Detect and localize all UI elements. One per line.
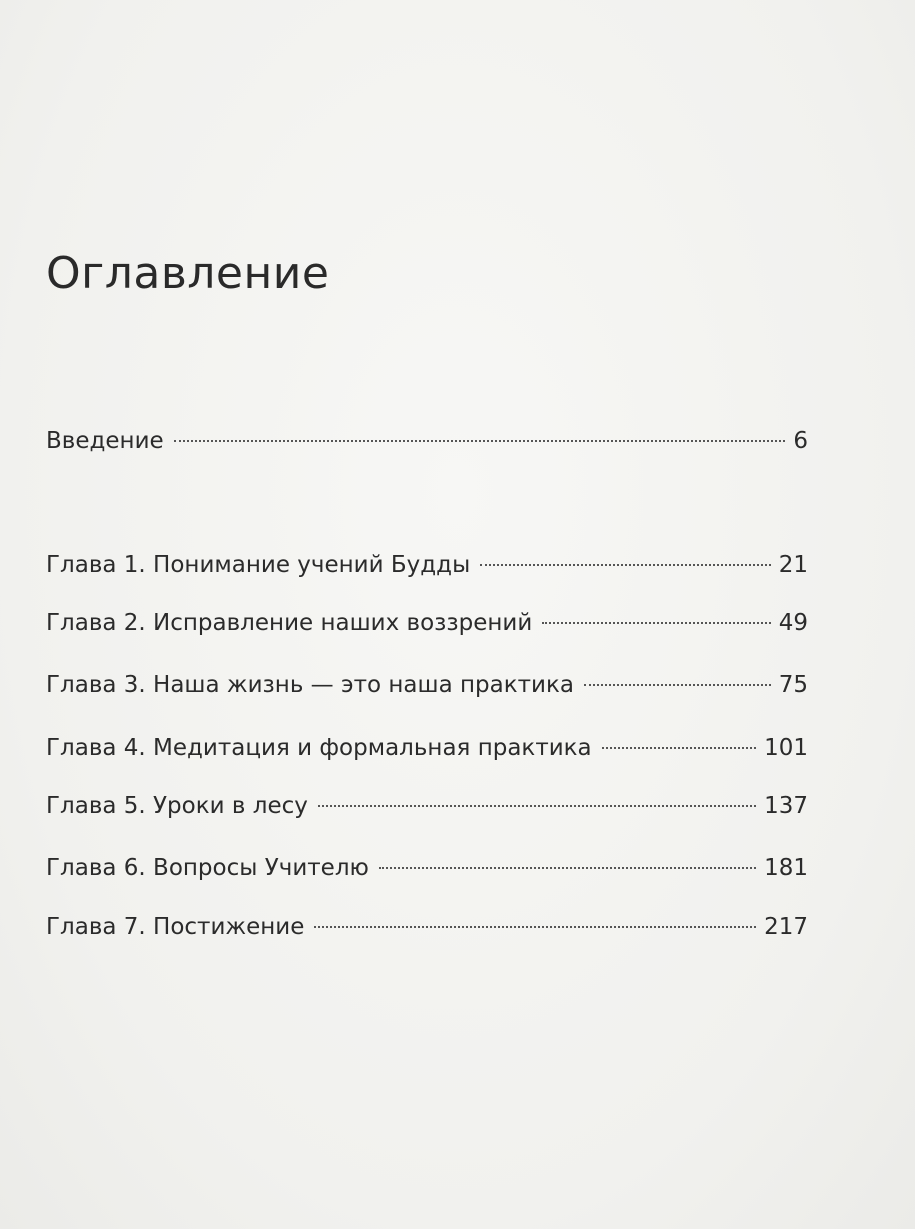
toc-entry-chapter-6[interactable] <box>46 851 808 885</box>
toc-entry-chapter-2[interactable] <box>46 606 808 640</box>
dot-leader <box>314 926 756 928</box>
toc-entry-title: Введение <box>46 428 164 454</box>
dot-leader <box>542 622 770 624</box>
toc-entry-page: 217 <box>764 914 808 940</box>
toc-entry-chapter-5[interactable] <box>46 789 808 823</box>
toc-entry-title: Глава 4. Медитация и формальная практика <box>46 735 592 761</box>
toc-entry-title: Глава 6. Вопросы Учителю <box>46 855 369 881</box>
toc-entry-title: Глава 3. Наша жизнь — это наша практика <box>46 672 574 698</box>
toc-entry-page: 75 <box>778 672 808 698</box>
dot-leader <box>379 867 756 869</box>
toc-entry-page: 21 <box>778 552 808 578</box>
toc-entry-title: Глава 1. Понимание учений Будды <box>46 552 471 578</box>
toc-entry-chapter-3[interactable] <box>46 668 808 702</box>
toc-entry-page: 49 <box>778 610 808 636</box>
toc-entry-page: 137 <box>764 793 808 819</box>
toc-entry-page: 101 <box>764 735 808 761</box>
toc-entry-introduction[interactable] <box>46 424 808 458</box>
toc-entry-chapter-4[interactable] <box>46 731 808 765</box>
toc-entry-page: 6 <box>793 428 808 454</box>
toc-entry-page: 181 <box>764 855 808 881</box>
toc-entry-title: Глава 2. Исправление наших воззрений <box>46 610 533 636</box>
toc-entry-chapter-1[interactable] <box>46 548 808 582</box>
toc-entry-title: Глава 7. Постижение <box>46 914 305 940</box>
dot-leader <box>584 684 771 686</box>
toc-entry-title: Глава 5. Уроки в лесу <box>46 793 308 819</box>
dot-leader <box>318 805 756 807</box>
toc-entry-chapter-7[interactable] <box>46 910 808 944</box>
dot-leader <box>174 440 786 442</box>
dot-leader <box>602 747 756 749</box>
page-title: Оглавление <box>46 248 330 299</box>
dot-leader <box>480 564 770 566</box>
